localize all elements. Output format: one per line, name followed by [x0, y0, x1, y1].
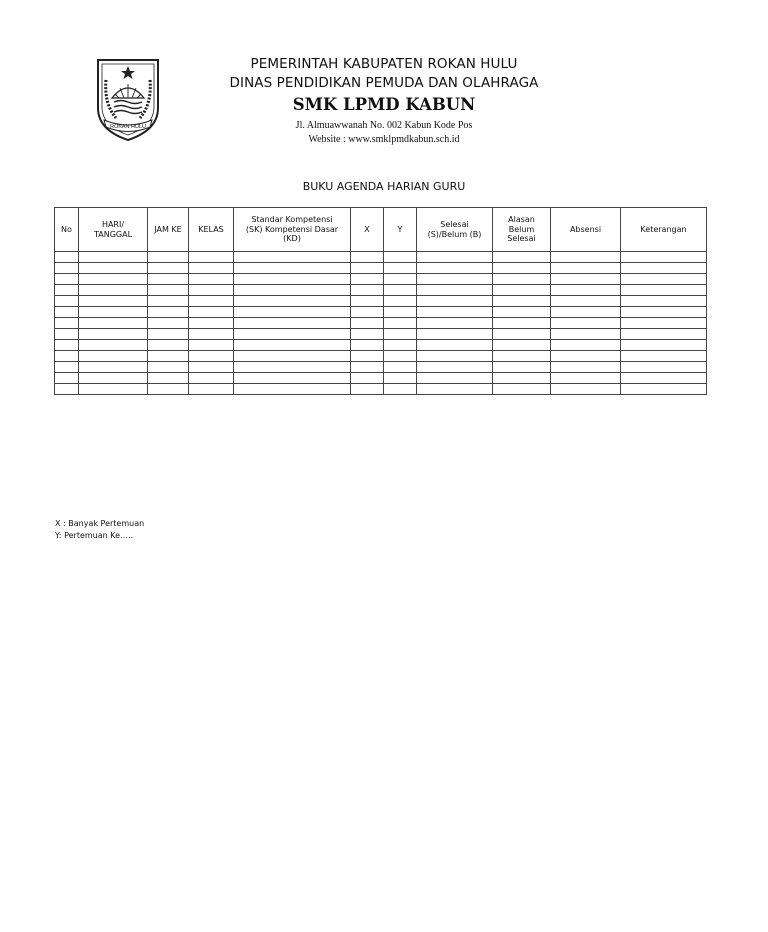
table-cell	[189, 362, 234, 373]
table-cell	[621, 263, 707, 274]
table-cell	[148, 285, 189, 296]
table-cell	[351, 340, 384, 351]
table-cell	[234, 252, 351, 263]
table-cell	[55, 307, 79, 318]
table-cell	[55, 362, 79, 373]
table-cell	[189, 252, 234, 263]
table-cell	[79, 329, 148, 340]
logo-banner-text: ROKAN HULU	[109, 124, 147, 130]
table-cell	[621, 307, 707, 318]
table-cell	[417, 351, 493, 362]
table-cell	[189, 373, 234, 384]
table-cell	[351, 274, 384, 285]
column-header-x: X	[351, 208, 384, 252]
table-cell	[234, 329, 351, 340]
table-cell	[234, 373, 351, 384]
table-cell	[384, 252, 417, 263]
table-row	[55, 329, 707, 340]
table-cell	[55, 274, 79, 285]
table-cell	[417, 318, 493, 329]
table-cell	[234, 296, 351, 307]
table-cell	[55, 252, 79, 263]
column-header-no: No	[55, 208, 79, 252]
table-cell	[384, 296, 417, 307]
table-cell	[189, 296, 234, 307]
table-cell	[493, 285, 551, 296]
table-cell	[148, 384, 189, 395]
table-cell	[551, 274, 621, 285]
table-cell	[621, 384, 707, 395]
table-cell	[621, 373, 707, 384]
table-row	[55, 296, 707, 307]
table-cell	[384, 307, 417, 318]
table-cell	[189, 263, 234, 274]
table-cell	[351, 329, 384, 340]
table-cell	[621, 362, 707, 373]
table-cell	[79, 307, 148, 318]
table-cell	[621, 274, 707, 285]
table-cell	[148, 362, 189, 373]
table-cell	[234, 307, 351, 318]
table-cell	[493, 340, 551, 351]
table-cell	[234, 340, 351, 351]
school-website: Website : www.smklpmdkabun.sch.id	[308, 134, 460, 145]
legend-x-note: X : Banyak Pertemuan	[55, 519, 145, 528]
table-cell	[148, 263, 189, 274]
table-cell	[351, 318, 384, 329]
table-cell	[189, 329, 234, 340]
table-cell	[417, 285, 493, 296]
table-cell	[384, 329, 417, 340]
table-cell	[551, 351, 621, 362]
table-cell	[493, 362, 551, 373]
table-cell	[79, 351, 148, 362]
table-row	[55, 318, 707, 329]
table-cell	[79, 263, 148, 274]
table-row	[55, 285, 707, 296]
table-cell	[384, 351, 417, 362]
table-header-row	[55, 208, 707, 252]
table-cell	[234, 362, 351, 373]
table-cell	[417, 296, 493, 307]
table-cell	[79, 373, 148, 384]
table-cell	[493, 263, 551, 274]
table-cell	[79, 296, 148, 307]
table-cell	[384, 340, 417, 351]
table-cell	[621, 296, 707, 307]
table-cell	[234, 351, 351, 362]
department-name: DINAS PENDIDIKAN PEMUDA DAN OLAHRAGA	[229, 75, 539, 91]
table-body	[55, 252, 707, 395]
agenda-table	[54, 207, 707, 395]
table-cell	[551, 318, 621, 329]
table-cell	[621, 351, 707, 362]
table-cell	[384, 384, 417, 395]
table-cell	[551, 384, 621, 395]
table-cell	[351, 263, 384, 274]
school-name: SMK LPMD KABUN	[292, 95, 476, 114]
table-row	[55, 351, 707, 362]
column-header-competency: Standar Kompetensi (SK) Kompetensi Dasar (KD)	[234, 208, 351, 252]
column-header-attendance: Absensi	[551, 208, 621, 252]
table-cell	[551, 373, 621, 384]
table-cell	[417, 373, 493, 384]
table-cell	[384, 285, 417, 296]
column-header-hour: JAM KE	[148, 208, 189, 252]
regency-emblem-logo	[94, 56, 162, 142]
column-header-class: KELAS	[189, 208, 234, 252]
table-cell	[551, 296, 621, 307]
table-cell	[351, 373, 384, 384]
table-cell	[79, 285, 148, 296]
table-cell	[621, 318, 707, 329]
table-cell	[351, 351, 384, 362]
table-cell	[551, 252, 621, 263]
table-cell	[493, 307, 551, 318]
table-cell	[55, 384, 79, 395]
table-cell	[384, 362, 417, 373]
table-cell	[148, 340, 189, 351]
table-cell	[351, 384, 384, 395]
government-name: PEMERINTAH KABUPATEN ROKAN HULU	[250, 56, 518, 72]
table-cell	[55, 373, 79, 384]
table-cell	[351, 252, 384, 263]
table-cell	[148, 329, 189, 340]
table-cell	[189, 274, 234, 285]
table-cell	[417, 307, 493, 318]
table-cell	[551, 329, 621, 340]
table-cell	[234, 274, 351, 285]
table-cell	[189, 318, 234, 329]
school-address: Jl. Almuawwanah No. 002 Kabun Kode Pos	[295, 120, 473, 131]
table-cell	[621, 285, 707, 296]
table-cell	[189, 384, 234, 395]
table-cell	[384, 318, 417, 329]
table-cell	[55, 296, 79, 307]
table-cell	[551, 263, 621, 274]
table-cell	[621, 252, 707, 263]
table-row	[55, 362, 707, 373]
table-cell	[55, 318, 79, 329]
table-cell	[79, 274, 148, 285]
table-cell	[79, 362, 148, 373]
table-cell	[55, 351, 79, 362]
table-cell	[621, 340, 707, 351]
table-cell	[493, 351, 551, 362]
table-cell	[148, 373, 189, 384]
table-cell	[234, 285, 351, 296]
table-cell	[417, 263, 493, 274]
table-cell	[55, 263, 79, 274]
table-cell	[189, 285, 234, 296]
table-cell	[493, 318, 551, 329]
table-cell	[417, 329, 493, 340]
table-cell	[493, 373, 551, 384]
table-row	[55, 263, 707, 274]
table-cell	[351, 307, 384, 318]
column-header-reason: Alasan Belum Selesai	[493, 208, 551, 252]
table-cell	[79, 384, 148, 395]
table-cell	[234, 263, 351, 274]
column-header-day-date: HARI/ TANGGAL	[79, 208, 148, 252]
column-header-finished: Selesai (S)/Belum (B)	[417, 208, 493, 252]
table-cell	[55, 340, 79, 351]
table-cell	[234, 318, 351, 329]
table-cell	[493, 384, 551, 395]
table-cell	[148, 274, 189, 285]
table-row	[55, 274, 707, 285]
table-cell	[79, 318, 148, 329]
table-cell	[551, 285, 621, 296]
table-row	[55, 373, 707, 384]
table-cell	[234, 384, 351, 395]
table-cell	[79, 340, 148, 351]
table-cell	[189, 340, 234, 351]
table-cell	[148, 296, 189, 307]
table-cell	[551, 307, 621, 318]
column-header-remarks: Keterangan	[621, 208, 707, 252]
table-cell	[417, 274, 493, 285]
table-cell	[351, 285, 384, 296]
table-cell	[351, 362, 384, 373]
table-cell	[148, 307, 189, 318]
table-cell	[493, 329, 551, 340]
table-row	[55, 252, 707, 263]
table-cell	[189, 351, 234, 362]
table-cell	[551, 362, 621, 373]
table-cell	[493, 296, 551, 307]
legend-y-note: Y: Pertemuan Ke…..	[55, 531, 134, 540]
table-cell	[148, 351, 189, 362]
table-cell	[148, 318, 189, 329]
table-cell	[493, 274, 551, 285]
table-cell	[384, 263, 417, 274]
table-cell	[189, 307, 234, 318]
table-cell	[551, 340, 621, 351]
table-row	[55, 340, 707, 351]
table-cell	[417, 362, 493, 373]
table-cell	[79, 252, 148, 263]
table-cell	[351, 296, 384, 307]
table-cell	[417, 384, 493, 395]
table-cell	[417, 340, 493, 351]
table-cell	[384, 373, 417, 384]
table-cell	[417, 252, 493, 263]
table-cell	[148, 252, 189, 263]
table-cell	[55, 285, 79, 296]
table-cell	[621, 329, 707, 340]
table-row	[55, 307, 707, 318]
table-cell	[55, 329, 79, 340]
document-title: BUKU AGENDA HARIAN GURU	[302, 180, 466, 193]
column-header-y: Y	[384, 208, 417, 252]
table-cell	[384, 274, 417, 285]
table-row	[55, 384, 707, 395]
table-cell	[493, 252, 551, 263]
